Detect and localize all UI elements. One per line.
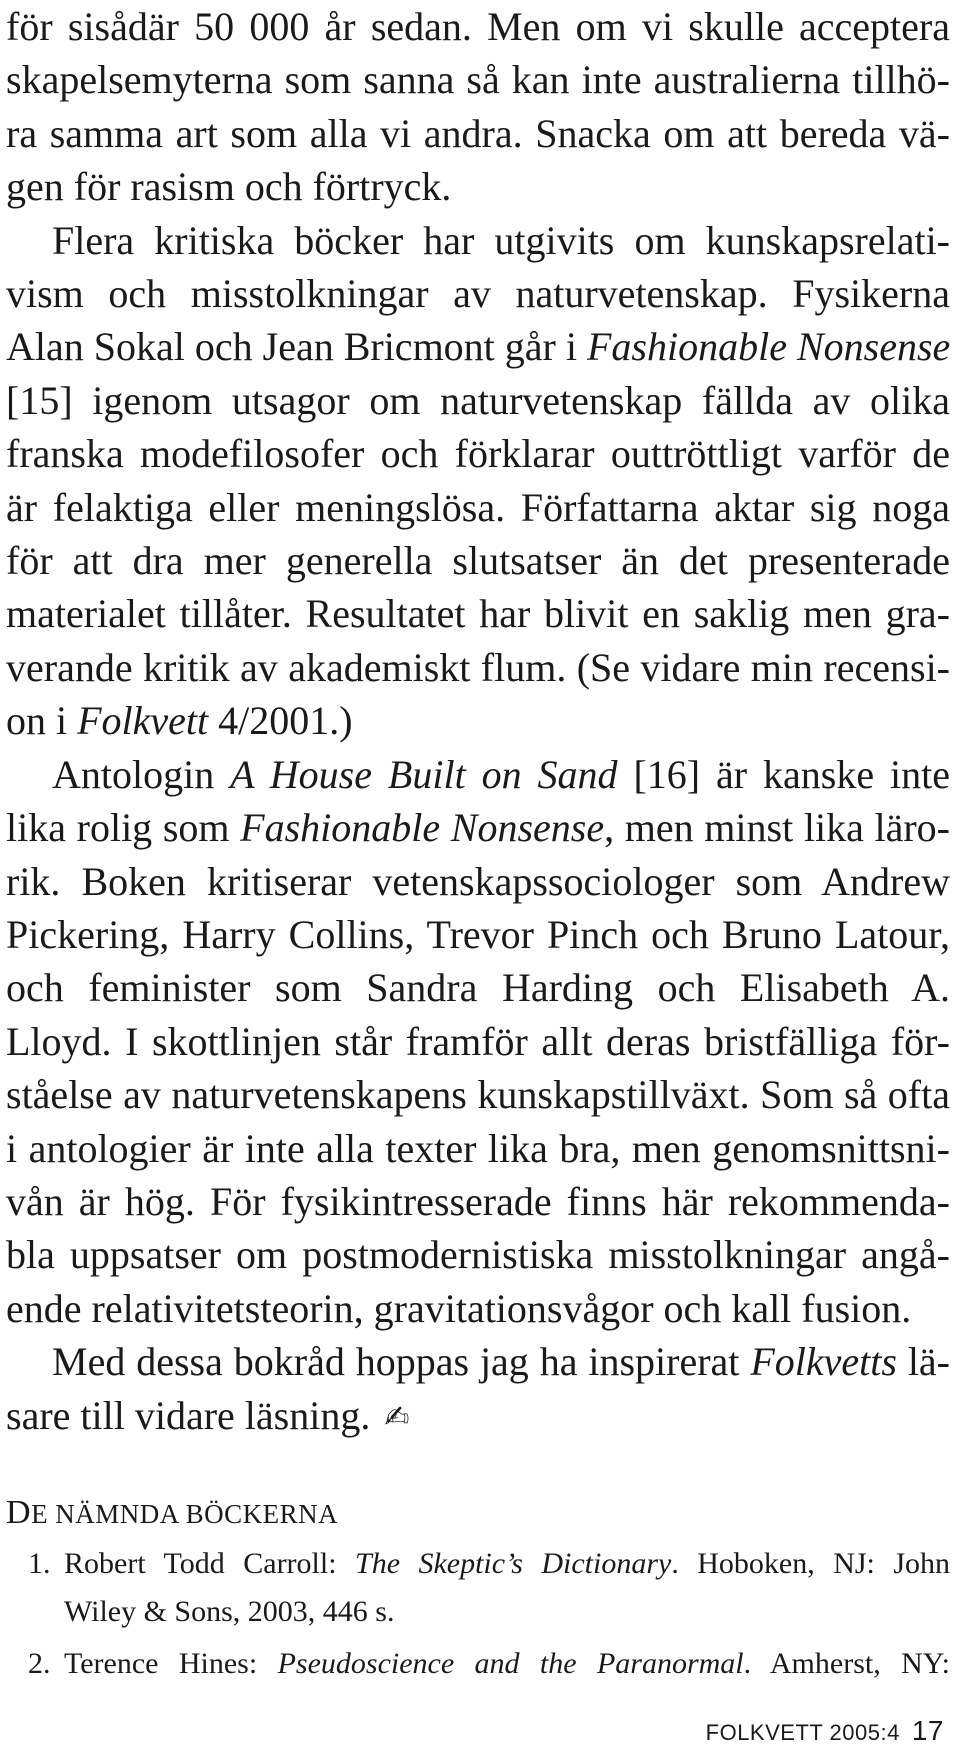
publication-name: FOLKVETT 2005:4 bbox=[705, 1720, 900, 1745]
text-segment: 4/2001.) bbox=[208, 698, 353, 744]
text-line: materialet tillåter. Resultatet har blivit en saklig men gra- bbox=[6, 591, 950, 637]
magazine-title: Folkvett bbox=[77, 698, 209, 744]
text-line: Lloyd. I skottlinjen står framför allt deras bristfälliga för- bbox=[6, 1018, 950, 1064]
text-line: rik. Boken kritiserar vetenskapssociologer som Andrew bbox=[6, 858, 950, 904]
heading-initial: D bbox=[6, 1494, 32, 1531]
text-line: verande kritik av akademiskt flum. (Se vidare min recensi- bbox=[6, 644, 950, 690]
text-line: gen för rasism och förtryck. bbox=[6, 164, 452, 210]
text-line: och feminister som Sandra Harding och Elisabeth A. bbox=[6, 965, 950, 1011]
reference-line bbox=[64, 1540, 950, 1588]
reference-item bbox=[28, 1540, 950, 1636]
text-line bbox=[6, 748, 950, 801]
paragraph-3 bbox=[6, 748, 950, 1335]
book-title: Fashionable Nonsense bbox=[586, 324, 951, 370]
text-segment: lika rolig som bbox=[6, 805, 241, 851]
text-line: [15] igenom utsagor om naturvetenskap fällda av olika bbox=[6, 377, 950, 423]
text-line: franska modefilosofer och förklarar outtröttligt varför de bbox=[6, 431, 950, 477]
book-title: Pseudoscience and the Paranormal bbox=[277, 1647, 744, 1680]
text-line: skapelsemyterna som sanna så kan inte australierna tillhö- bbox=[6, 57, 950, 103]
text-line: ståelse av naturvetenskapens kunskapstillväxt. Som så ofta bbox=[6, 1072, 950, 1118]
book-title: The Skeptic’s Dictionary bbox=[355, 1547, 672, 1580]
text-line: i antologier är inte alla texter lika bra, men genomsnittsni- bbox=[6, 1125, 950, 1171]
text-line: vån är hög. För fysikintresserade finns här rekommenda- bbox=[6, 1178, 950, 1224]
text-line: är felaktiga eller meningslösa. Författarna aktar sig noga bbox=[6, 484, 950, 530]
text-line: ra samma art som alla vi andra. Snacka om att bereda vä- bbox=[6, 110, 950, 156]
text-line: för sisådär 50 000 år sedan. Men om vi skulle acceptera bbox=[6, 4, 950, 49]
text-line: Flera kritiska böcker har utgivits om kunskapsrelati- bbox=[52, 217, 950, 263]
reference-number: 1. bbox=[28, 1547, 51, 1580]
text-segment: . Hoboken, NJ: John bbox=[671, 1547, 950, 1580]
text-line bbox=[6, 694, 950, 747]
book-title: Fashionable Nonsense bbox=[240, 805, 605, 851]
text-line: bla uppsatser om postmodernistiska misstolkningar angå- bbox=[6, 1232, 950, 1278]
text-segment: , men minst lika läro- bbox=[604, 805, 950, 851]
reference-number: 2. bbox=[28, 1647, 51, 1680]
text-line: Pickering, Harry Collins, Trevor Pinch och Bruno Latour, bbox=[6, 911, 950, 957]
text-segment: [16] är kanske inte bbox=[617, 751, 950, 797]
book-title: A House Built on Sand bbox=[230, 751, 618, 797]
heading-rest: E NÄMNDA BÖCKERNA bbox=[31, 1499, 339, 1529]
paragraph-2 bbox=[6, 214, 950, 748]
text-line bbox=[6, 1335, 950, 1388]
text-line bbox=[6, 320, 950, 373]
text-segment: Robert Todd Carroll: bbox=[64, 1547, 356, 1580]
article-body bbox=[6, 0, 950, 1444]
text-segment: Terence Hines: bbox=[64, 1647, 278, 1680]
page-footer bbox=[706, 1715, 944, 1747]
text-segment: Antologin bbox=[52, 751, 231, 797]
text-segment: . Amherst, NY: bbox=[743, 1647, 950, 1680]
text-segment: lä- bbox=[896, 1339, 951, 1385]
reference-line bbox=[64, 1640, 950, 1688]
text-line: för att dra mer generella slutsatser än det presenterade bbox=[6, 538, 950, 584]
text-line bbox=[6, 801, 950, 854]
text-line: vism och misstolkningar av naturvetenskap. Fysikerna bbox=[6, 271, 950, 317]
magazine-title: Folkvetts bbox=[750, 1339, 897, 1385]
page-number: 17 bbox=[911, 1715, 944, 1746]
text-line bbox=[6, 1389, 950, 1444]
text-segment: Med dessa bokråd hoppas jag ha inspirerat bbox=[52, 1339, 751, 1385]
text-segment: Alan Sokal och Jean Bricmont går i bbox=[6, 324, 587, 370]
reference-item bbox=[28, 1640, 950, 1688]
text-segment: sare till vidare läsning. bbox=[6, 1392, 371, 1438]
paragraph-1 bbox=[6, 0, 950, 214]
references-heading bbox=[6, 1494, 338, 1532]
references-list bbox=[28, 1540, 950, 1692]
text-line: ende relativitetsteorin, gravitationsvågor och kall fusion. bbox=[6, 1285, 912, 1331]
paragraph-4 bbox=[6, 1335, 950, 1444]
reference-line: Wiley & Sons, 2003, 446 s. bbox=[64, 1595, 395, 1628]
writing-hand-icon: ✍ bbox=[384, 1399, 410, 1435]
text-segment: on i bbox=[6, 698, 78, 744]
